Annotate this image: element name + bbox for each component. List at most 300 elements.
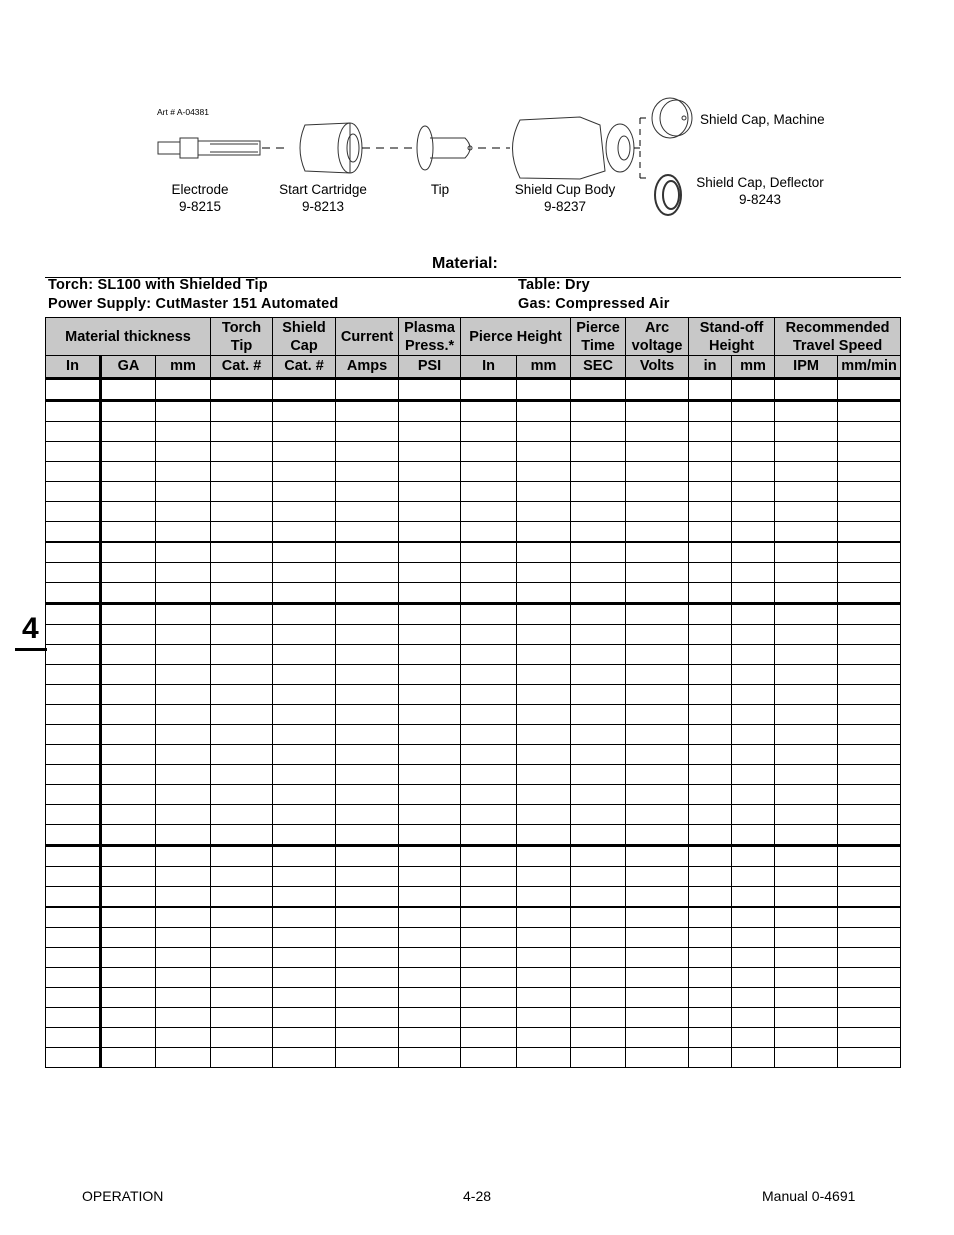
header-unit: PSI — [399, 356, 461, 379]
table-cell — [273, 542, 336, 563]
table-cell — [211, 765, 273, 785]
table-cell — [626, 846, 689, 867]
header-unit: IPM — [775, 356, 838, 379]
table-cell — [461, 887, 517, 908]
table-cell — [732, 442, 775, 462]
table-row — [46, 907, 901, 928]
table-cell — [626, 522, 689, 543]
table-row — [46, 583, 901, 604]
table-cell — [399, 1048, 461, 1068]
table-cell — [461, 725, 517, 745]
table-cell — [399, 725, 461, 745]
table-cell — [336, 988, 399, 1008]
table-cell — [461, 907, 517, 928]
table-cell — [399, 583, 461, 604]
table-cell — [211, 401, 273, 422]
table-cell — [517, 379, 571, 401]
table-cell — [336, 846, 399, 867]
table-cell — [399, 379, 461, 401]
table-cell — [336, 379, 399, 401]
table-cell — [156, 928, 211, 948]
table-cell — [732, 1048, 775, 1068]
table-cell — [461, 563, 517, 583]
table-cell — [101, 401, 156, 422]
table-cell — [156, 665, 211, 685]
table-cell — [571, 442, 626, 462]
table-cell — [517, 765, 571, 785]
table-cell — [775, 988, 838, 1008]
table-cell — [399, 482, 461, 502]
table-cell — [399, 442, 461, 462]
table-cell — [399, 907, 461, 928]
header-unit: in — [689, 356, 732, 379]
table-cell — [689, 825, 732, 846]
shield-cup-body-icon — [513, 117, 635, 179]
table-row — [46, 563, 901, 583]
table-cell — [838, 1008, 901, 1028]
table-cell — [626, 705, 689, 725]
table-cell — [775, 563, 838, 583]
table-cell — [461, 867, 517, 887]
table-cell — [517, 645, 571, 665]
table-row — [46, 988, 901, 1008]
table-cell — [46, 401, 101, 422]
table-cell — [626, 379, 689, 401]
table-cell — [517, 805, 571, 825]
table-cell — [775, 825, 838, 846]
table-cell — [156, 846, 211, 867]
table-cell — [626, 887, 689, 908]
table-cell — [571, 968, 626, 988]
tip-icon — [417, 126, 472, 170]
table-cell — [273, 379, 336, 401]
header-group: Plasma Press.* — [399, 318, 461, 356]
table-cell — [838, 542, 901, 563]
table-cell — [156, 948, 211, 968]
table-cell — [689, 442, 732, 462]
table-row — [46, 928, 901, 948]
table-cell — [626, 583, 689, 604]
table-cell — [101, 867, 156, 887]
table-cell — [689, 422, 732, 442]
table-cell — [838, 665, 901, 685]
table-cell — [517, 846, 571, 867]
table-cell — [571, 867, 626, 887]
table-cell — [461, 665, 517, 685]
table-cell — [211, 563, 273, 583]
table-cell — [101, 988, 156, 1008]
cut-chart-table — [45, 317, 901, 1068]
table-cell — [46, 867, 101, 887]
table-cell — [626, 685, 689, 705]
table-cell — [732, 645, 775, 665]
table-cell — [273, 705, 336, 725]
table-cell — [461, 482, 517, 502]
table-cell — [689, 948, 732, 968]
table-cell — [689, 988, 732, 1008]
table-cell — [46, 988, 101, 1008]
material-label: Material: — [432, 255, 498, 272]
table-cell — [101, 379, 156, 401]
table-cell — [46, 948, 101, 968]
table-cell — [626, 542, 689, 563]
table-cell — [399, 665, 461, 685]
table-cell — [336, 442, 399, 462]
table-cell — [838, 785, 901, 805]
table-cell — [273, 928, 336, 948]
footer-section: OPERATION — [82, 1188, 164, 1204]
table-cell — [775, 604, 838, 625]
table-cell — [517, 1008, 571, 1028]
table-cell — [775, 1008, 838, 1028]
table-row — [46, 725, 901, 745]
header-group: Current — [336, 318, 399, 356]
table-row — [46, 422, 901, 442]
table-cell — [571, 948, 626, 968]
table-cell — [336, 401, 399, 422]
table-cell — [626, 563, 689, 583]
table-cell — [626, 422, 689, 442]
table-cell — [517, 604, 571, 625]
part-shield-cup-body: Shield Cup Body 9-8237 — [514, 182, 616, 214]
table-cell — [571, 988, 626, 1008]
table-cell — [273, 442, 336, 462]
table-cell — [571, 563, 626, 583]
table-cell — [571, 745, 626, 765]
table-cell — [517, 928, 571, 948]
table-cell — [626, 948, 689, 968]
table-row — [46, 887, 901, 908]
table-cell — [732, 705, 775, 725]
table-cell — [273, 685, 336, 705]
table-cell — [399, 785, 461, 805]
table-cell — [775, 785, 838, 805]
table-cell — [211, 867, 273, 887]
table-cell — [689, 645, 732, 665]
table-cell — [211, 1008, 273, 1028]
table-cell — [399, 765, 461, 785]
table-cell — [838, 968, 901, 988]
table-cell — [517, 502, 571, 522]
table-cell — [273, 604, 336, 625]
table-cell — [156, 422, 211, 442]
table-cell — [517, 705, 571, 725]
table-cell — [838, 379, 901, 401]
table-cell — [101, 685, 156, 705]
table-cell — [46, 422, 101, 442]
table-cell — [838, 625, 901, 645]
table-cell — [689, 928, 732, 948]
table-cell — [838, 745, 901, 765]
footer-manual: Manual 0-4691 — [762, 1188, 856, 1204]
table-cell — [101, 442, 156, 462]
table-cell — [156, 705, 211, 725]
table-cell — [101, 765, 156, 785]
table-cell — [101, 825, 156, 846]
table-cell — [336, 462, 399, 482]
table-cell — [46, 542, 101, 563]
table-cell — [101, 583, 156, 604]
table-cell — [732, 968, 775, 988]
table-cell — [689, 1048, 732, 1068]
table-cell — [732, 685, 775, 705]
table-cell — [626, 825, 689, 846]
table-cell — [838, 502, 901, 522]
table-cell — [626, 1028, 689, 1048]
table-cell — [336, 1008, 399, 1028]
table-cell — [336, 725, 399, 745]
table-cell — [461, 625, 517, 645]
table-cell — [775, 907, 838, 928]
table-cell — [775, 805, 838, 825]
table-cell — [689, 563, 732, 583]
table-cell — [517, 685, 571, 705]
table-cell — [336, 765, 399, 785]
table-cell — [775, 442, 838, 462]
table-cell — [101, 462, 156, 482]
table-cell — [273, 725, 336, 745]
table-cell — [211, 522, 273, 543]
table-cell — [461, 988, 517, 1008]
table-cell — [517, 625, 571, 645]
table-cell — [399, 522, 461, 543]
table-cell — [336, 867, 399, 887]
table-cell — [461, 805, 517, 825]
table-cell — [211, 422, 273, 442]
table-cell — [211, 379, 273, 401]
table-cell — [101, 948, 156, 968]
table-cell — [336, 928, 399, 948]
table-cell — [689, 907, 732, 928]
header-group: Shield Cap — [273, 318, 336, 356]
table-row — [46, 462, 901, 482]
table-cell — [775, 482, 838, 502]
table-cell — [46, 887, 101, 908]
table-cell — [571, 1028, 626, 1048]
table-cell — [838, 928, 901, 948]
table-cell — [689, 502, 732, 522]
table-cell — [732, 825, 775, 846]
table-cell — [626, 604, 689, 625]
table-cell — [517, 725, 571, 745]
chapter-tab-line — [15, 648, 47, 651]
table-cell — [273, 1048, 336, 1068]
part-electrode: Electrode 9-8215 — [171, 182, 229, 214]
table-cell — [101, 705, 156, 725]
table-cell — [336, 645, 399, 665]
table-cell — [838, 725, 901, 745]
table-cell — [461, 745, 517, 765]
table-cell — [156, 1048, 211, 1068]
table-cell — [838, 805, 901, 825]
header-group: Material thickness — [46, 318, 211, 356]
table-cell — [273, 988, 336, 1008]
table-cell — [689, 867, 732, 887]
footer-page-number: 4-28 — [463, 1188, 492, 1204]
table-cell — [273, 583, 336, 604]
table-cell — [689, 522, 732, 543]
table-cell — [101, 805, 156, 825]
table-cell — [211, 604, 273, 625]
header-group: Recommended Travel Speed — [775, 318, 901, 356]
table-cell — [689, 785, 732, 805]
table-cell — [517, 1048, 571, 1068]
table-cell — [46, 705, 101, 725]
table-cell — [156, 825, 211, 846]
table-row — [46, 846, 901, 867]
table-cell — [517, 887, 571, 908]
table-cell — [517, 968, 571, 988]
table-cell — [775, 846, 838, 867]
table-cell — [461, 785, 517, 805]
table-cell — [838, 988, 901, 1008]
table-cell — [156, 563, 211, 583]
table-cell — [461, 583, 517, 604]
table-cell — [775, 685, 838, 705]
table-cell — [336, 825, 399, 846]
table-cell — [211, 948, 273, 968]
header-unit: In — [461, 356, 517, 379]
header-group: Arc voltage — [626, 318, 689, 356]
table-cell — [156, 988, 211, 1008]
table-cell — [46, 462, 101, 482]
table-cell — [732, 462, 775, 482]
table-cell — [775, 645, 838, 665]
table-cell — [399, 401, 461, 422]
table-cell — [211, 988, 273, 1008]
table-cell — [838, 522, 901, 543]
table-cell — [626, 462, 689, 482]
table-cell — [273, 502, 336, 522]
header-unit: GA — [101, 356, 156, 379]
table-cell — [517, 825, 571, 846]
table-cell — [273, 462, 336, 482]
table-cell — [101, 745, 156, 765]
table-cell — [732, 522, 775, 543]
table-cell — [273, 625, 336, 645]
part-tip: Tip — [430, 182, 450, 197]
table-cell — [46, 502, 101, 522]
table-cell — [689, 805, 732, 825]
table-cell — [461, 1028, 517, 1048]
table-cell — [775, 1048, 838, 1068]
table-row — [46, 1008, 901, 1028]
table-row — [46, 805, 901, 825]
table-cell — [211, 805, 273, 825]
table-row — [46, 502, 901, 522]
table-cell — [399, 745, 461, 765]
table-row — [46, 442, 901, 462]
table-cell — [838, 907, 901, 928]
table-cell — [517, 542, 571, 563]
table-cell — [689, 1008, 732, 1028]
table-cell — [626, 1048, 689, 1068]
table-cell — [775, 968, 838, 988]
table-cell — [571, 805, 626, 825]
table-cell — [517, 482, 571, 502]
table-cell — [517, 522, 571, 543]
table-row — [46, 379, 901, 401]
table-cell — [838, 482, 901, 502]
table-row — [46, 1048, 901, 1068]
table-cell — [46, 685, 101, 705]
table-cell — [732, 379, 775, 401]
header-group: Pierce Time — [571, 318, 626, 356]
table-cell — [156, 968, 211, 988]
table-cell — [156, 625, 211, 645]
table-cell — [46, 604, 101, 625]
table-cell — [626, 765, 689, 785]
table-row — [46, 867, 901, 887]
table-cell — [732, 604, 775, 625]
table-cell — [399, 867, 461, 887]
table-cell — [336, 625, 399, 645]
table-cell — [732, 887, 775, 908]
table-cell — [273, 563, 336, 583]
header-unit: SEC — [571, 356, 626, 379]
table-cell — [46, 805, 101, 825]
table-cell — [732, 1028, 775, 1048]
table-cell — [399, 1008, 461, 1028]
table-cell — [461, 968, 517, 988]
table-cell — [689, 745, 732, 765]
table-cell — [571, 825, 626, 846]
table-cell — [626, 625, 689, 645]
table-cell — [101, 1048, 156, 1068]
table-cell — [689, 887, 732, 908]
table-cell — [156, 379, 211, 401]
table-cell — [571, 379, 626, 401]
table-cell — [46, 522, 101, 543]
table-cell — [689, 846, 732, 867]
table-cell — [626, 645, 689, 665]
table-cell — [517, 907, 571, 928]
table-cell — [273, 805, 336, 825]
table-cell — [273, 422, 336, 442]
table-cell — [571, 887, 626, 908]
table-cell — [626, 442, 689, 462]
table-cell — [775, 583, 838, 604]
table-cell — [571, 604, 626, 625]
table-cell — [571, 928, 626, 948]
header-unit: Amps — [336, 356, 399, 379]
table-cell — [626, 482, 689, 502]
table-cell — [336, 785, 399, 805]
electrode-icon — [158, 138, 260, 158]
table-cell — [838, 422, 901, 442]
table-cell — [156, 1028, 211, 1048]
table-row — [46, 705, 901, 725]
table-cell — [571, 785, 626, 805]
table-info: Table: Dry — [518, 277, 590, 293]
header-unit: mm/min — [838, 356, 901, 379]
table-cell — [336, 948, 399, 968]
table-cell — [838, 765, 901, 785]
table-cell — [775, 462, 838, 482]
table-cell — [571, 665, 626, 685]
table-cell — [101, 846, 156, 867]
table-cell — [46, 1028, 101, 1048]
table-cell — [156, 765, 211, 785]
table-cell — [461, 705, 517, 725]
table-cell — [156, 887, 211, 908]
table-cell — [156, 522, 211, 543]
table-cell — [46, 1048, 101, 1068]
table-row — [46, 542, 901, 563]
table-cell — [211, 887, 273, 908]
table-cell — [101, 422, 156, 442]
table-cell — [775, 522, 838, 543]
